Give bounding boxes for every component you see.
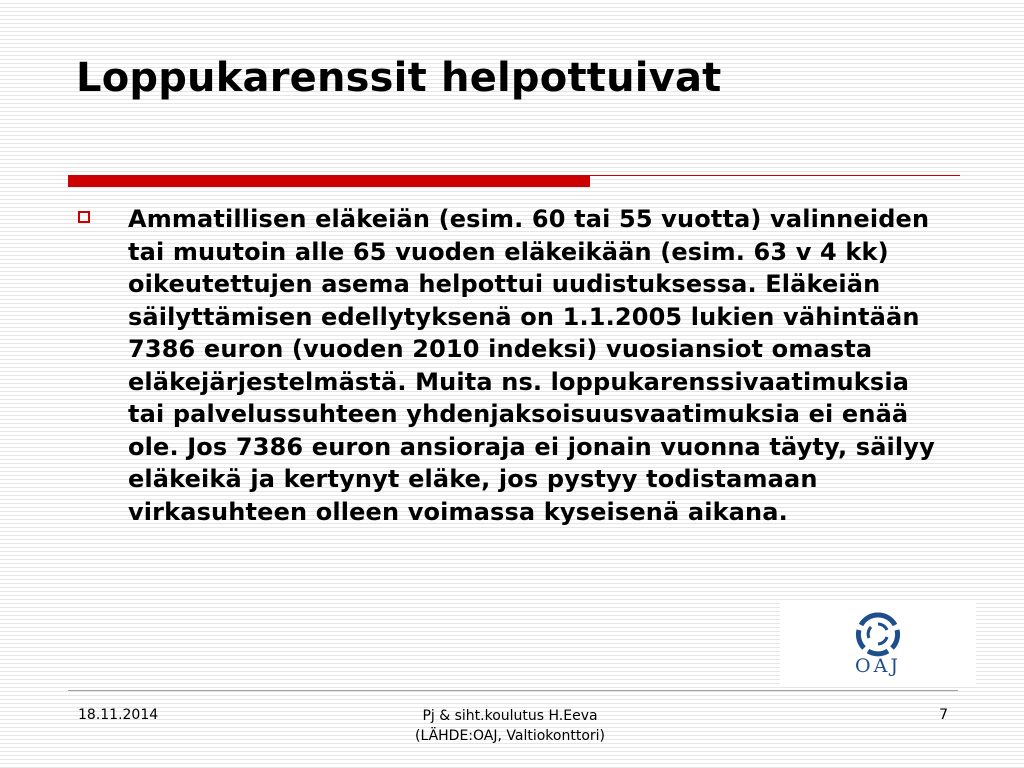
slide-title: Loppukarenssit helpottuivat [76, 55, 722, 101]
bullet-text: Ammatillisen eläkeiän (esim. 60 tai 55 vuotta) valinneiden tai muutoin alle 65 vuoden eläkeikään (esim. 63 v 4 kk) oikeutettujen asema helpottui uudistuksessa. Eläkeiän säilyttämisen edellytyksenä on 1.1.2005 lukien vähintään 7386 euron (vuoden 2010 indeksi) vuosiansiot omasta eläkejärjestelmästä. Muita ns. loppukarenssivaatimuksia tai palvelussuhteen yhdenjaksoisuusvaatimuksia ei enää ole. Jos 7386 euron ansioraja ei jonain vuonna täyty, säilyy eläkeikä ja kertynyt eläke, jos pystyy todistamaan virkasuhteen olleen voimassa kyseisenä aikana. [128, 205, 935, 526]
slide-number: 7 [939, 707, 948, 723]
footer-date: 18.11.2014 [78, 707, 159, 723]
footer-source-line-1: Pj & siht.koulutus H.Eeva [422, 708, 598, 724]
title-underline-thin [590, 175, 960, 176]
oaj-logo-text: OAJ [855, 655, 901, 677]
square-bullet-icon [78, 211, 90, 223]
title-underline-bar [68, 175, 590, 187]
oaj-logo [780, 603, 976, 687]
footer-source [330, 706, 690, 746]
footer-divider [68, 690, 958, 691]
footer-source-line-2: (LÄHDE:OAJ, Valtiokonttori) [414, 728, 605, 744]
oaj-logo-icon [853, 611, 903, 657]
